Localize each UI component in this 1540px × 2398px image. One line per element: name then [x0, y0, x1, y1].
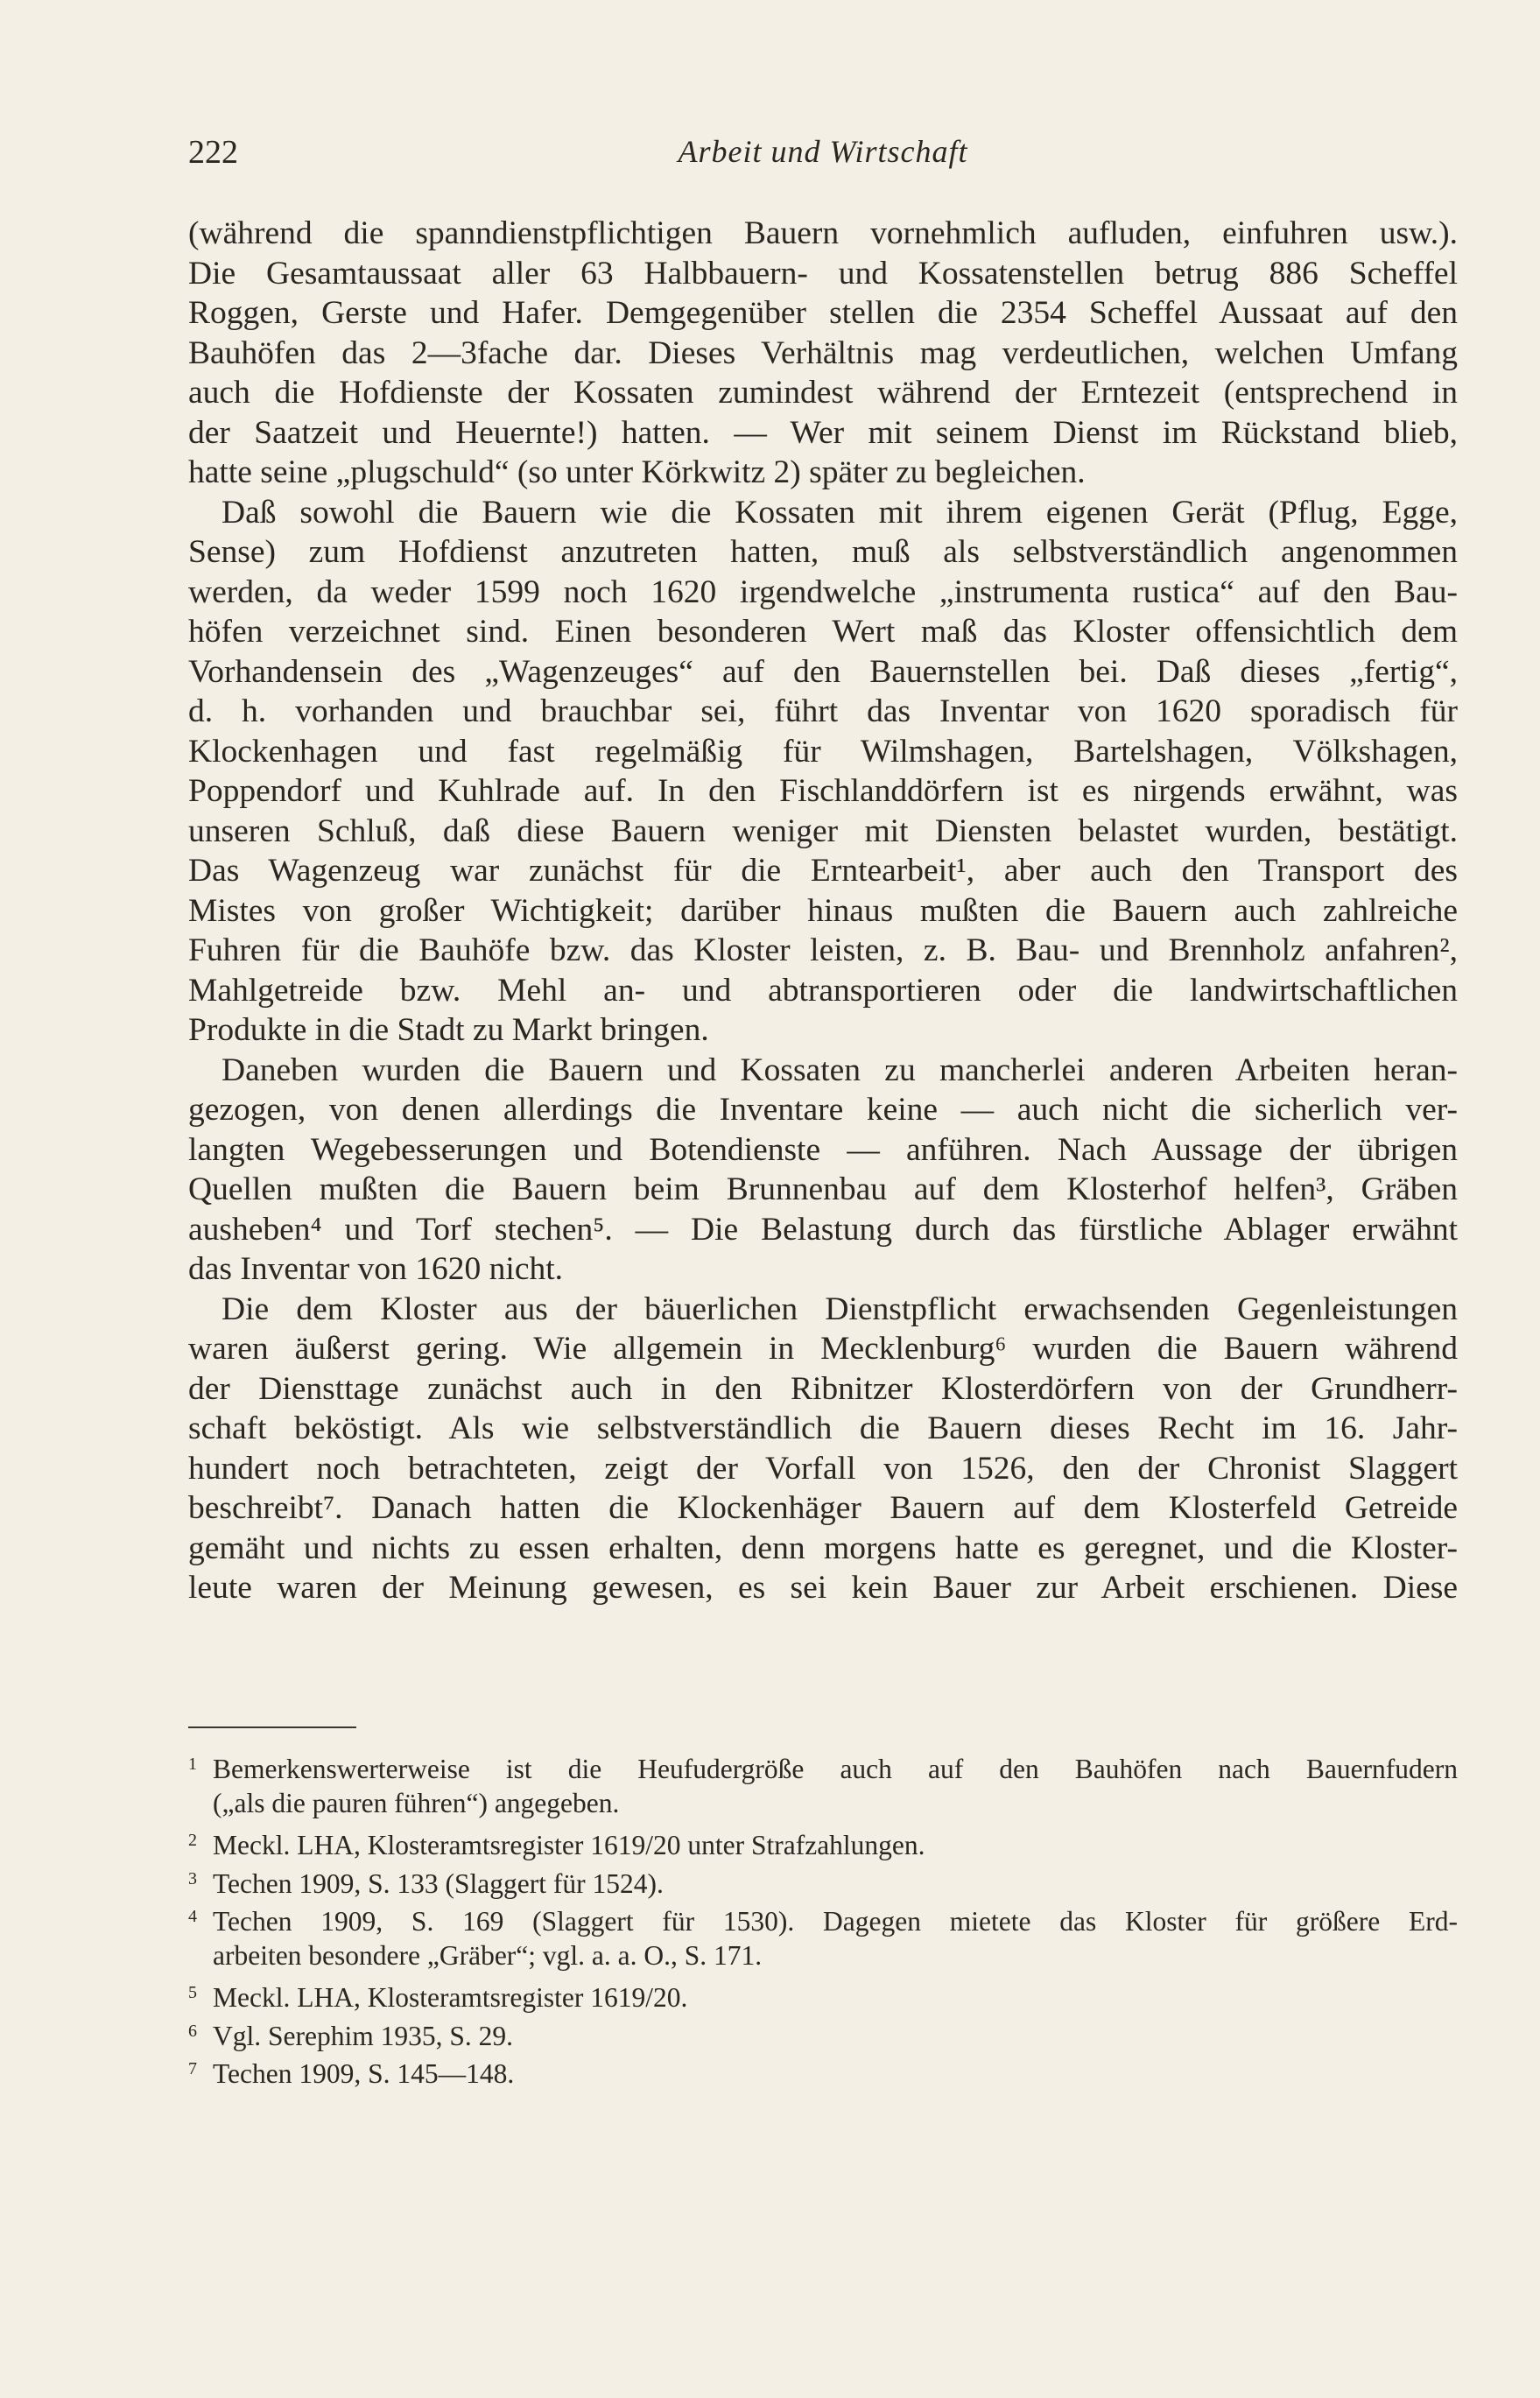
- footnote-marker: 6: [188, 2021, 197, 2041]
- running-head: [188, 133, 1458, 177]
- text-line: waren äußerst gering. Wie allgemein in Mecklenburg⁶ wurden die Bauern während: [188, 1331, 1458, 1367]
- text-line: schaft beköstigt. Als wie selbstverständlich die Bauern dieses Recht im 16. Jahr-: [188, 1410, 1458, 1446]
- footnote-marker: 3: [188, 1868, 197, 1888]
- footnote-4: [188, 1898, 1458, 1937]
- footnote-text: Bemerkenswerterweise ist die Heufudergröße auch auf den Bauhöfen nach Bauernfudern: [213, 1754, 1458, 1784]
- text-line: Quellen mußten die Bauern beim Brunnenbau auf dem Klosterhof helfen³, Gräben: [188, 1171, 1458, 1207]
- text-line: d. h. vorhanden und brauchbar sei, führt das Inventar von 1620 sporadisch für: [188, 693, 1458, 729]
- text-line: hundert noch betrachteten, zeigt der Vorfall von 1526, den der Chronist Slaggert: [188, 1450, 1458, 1487]
- footnote-marker: 4: [188, 1907, 197, 1926]
- footnote-marker: 7: [188, 2059, 197, 2078]
- text-line: Klockenhagen und fast regelmäßig für Wilmshagen, Bartelshagen, Völkshagen,: [188, 733, 1458, 770]
- footnote-6: [188, 2013, 1458, 2051]
- text-line: auch die Hofdienste der Kossaten zumindest während der Erntezeit (entsprechend in: [188, 375, 1458, 411]
- text-line: Roggen, Gerste und Hafer. Demgegenüber stellen die 2354 Scheffel Aussaat auf den: [188, 295, 1458, 331]
- footnote-1: [188, 1746, 1458, 1784]
- running-title: Arbeit und Wirtschaft: [678, 134, 968, 169]
- text-line: gemäht und nichts zu essen erhalten, denn morgens hatte es geregnet, und die Kloster-: [188, 1530, 1458, 1566]
- footnote-marker: 1: [188, 1755, 197, 1774]
- text-line: höfen verzeichnet sind. Einen besonderen Wert maß das Kloster offensichtlich dem: [188, 614, 1458, 650]
- text-line: das Inventar von 1620 nicht.: [188, 1251, 564, 1287]
- footnote-text: Techen 1909, S. 133 (Slaggert für 1524).: [213, 1867, 664, 1899]
- text-line: ausheben⁴ und Torf stechen⁵. — Die Belastung durch das fürstliche Ablager erwähnt: [188, 1211, 1458, 1248]
- text-line: Das Wagenzeug war zunächst für die Erntearbeit¹, aber auch den Transport des: [188, 853, 1458, 889]
- text-line: Die dem Kloster aus der bäuerlichen Dienstpflicht erwachsenden Gegenleistungen: [222, 1290, 1458, 1327]
- footnote-text: Vgl. Serephim 1935, S. 29.: [213, 2020, 513, 2051]
- footnote-marker: 5: [188, 1983, 197, 2002]
- footnote-marker: 2: [188, 1831, 197, 1850]
- text-line: leute waren der Meinung gewesen, es sei kein Bauer zur Arbeit erschienen. Diese: [188, 1570, 1458, 1606]
- footnote-7: [188, 2050, 1458, 2089]
- text-line: hatte seine „plugschuld“ (so unter Körkwitz 2) später zu begleichen.: [188, 454, 1086, 490]
- text-line: Mistes von großer Wichtigkeit; darüber hinaus mußten die Bauern auch zahlreiche: [188, 892, 1458, 929]
- text-line: (während die spanndienstpflichtigen Bauern vornehmlich aufluden, einfuhren usw.).: [188, 215, 1458, 251]
- text-line: Produkte in die Stadt zu Markt bringen.: [188, 1012, 709, 1048]
- footnote-text: Techen 1909, S. 145—148.: [213, 2058, 515, 2089]
- footnote-divider: [188, 1726, 356, 1728]
- text-line: unseren Schluß, daß diese Bauern weniger mit Diensten belastet wurden, bestätigt.: [188, 812, 1458, 849]
- text-line: der Diensttage zunächst auch in den Ribnitzer Klosterdörfern von der Grundherr-: [188, 1370, 1458, 1407]
- footnote-5: [188, 1974, 1458, 2013]
- text-line: Die Gesamtaussaat aller 63 Halbbauern- und Kossatenstellen betrug 886 Scheffel: [188, 255, 1458, 292]
- page-number: 222: [188, 134, 238, 171]
- footnote-text: Meckl. LHA, Klosteramtsregister 1619/20 unter Strafzahlungen.: [213, 1830, 925, 1860]
- footnote-text: Meckl. LHA, Klosteramtsregister 1619/20.: [213, 1982, 688, 2013]
- text-line: Poppendorf und Kuhlrade auf. In den Fischlanddörfern ist es nirgends erwähnt, was: [188, 773, 1458, 809]
- footnote-2: [188, 1822, 1458, 1860]
- text-line: werden, da weder 1599 noch 1620 irgendwelche „instrumenta rustica“ auf den Bau-: [188, 573, 1458, 610]
- text-line: Daneben wurden die Bauern und Kossaten zu mancherlei anderen Arbeiten heran-: [222, 1051, 1458, 1088]
- footnote-4-continuation: arbeiten besondere „Gräber“; vgl. a. a. O., S. 171.: [213, 1939, 763, 1971]
- text-line: Bauhöfen das 2—3fache dar. Dieses Verhältnis mag verdeutlichen, welchen Umfang: [188, 334, 1458, 371]
- text-line: Sense) zum Hofdienst anzutreten hatten, muß als selbstverständlich angenommen: [188, 534, 1458, 570]
- footnote-3: [188, 1860, 1458, 1899]
- text-line: beschreibt⁷. Danach hatten die Klockenhäger Bauern auf dem Klosterfeld Getreide: [188, 1490, 1458, 1526]
- text-line: Daß sowohl die Bauern wie die Kossaten mit ihrem eigenen Gerät (Pflug, Egge,: [222, 494, 1458, 531]
- footnote-text: Techen 1909, S. 169 (Slaggert für 1530). Dagegen mietete das Kloster für größere Erd-: [213, 1906, 1458, 1937]
- text-line: Fuhren für die Bauhöfe bzw. das Kloster leisten, z. B. Bau- und Brennholz anfahren²,: [188, 932, 1458, 968]
- body-text: [188, 214, 1458, 1608]
- footnotes: [188, 1746, 1458, 2089]
- footnote-1-continuation: („als die pauren führen“) angegeben.: [213, 1787, 620, 1818]
- text-line: Mahlgetreide bzw. Mehl an- und abtransportieren oder die landwirtschaftlichen: [188, 972, 1458, 1009]
- text-line: gezogen, von denen allerdings die Inventare keine — auch nicht die sicherlich ver-: [188, 1092, 1458, 1128]
- text-line: Vorhandensein des „Wagenzeuges“ auf den Bauernstellen bei. Daß dieses „fertig“,: [188, 653, 1458, 690]
- text-line: der Saatzeit und Heuernte!) hatten. — Wer mit seinem Dienst im Rückstand blieb,: [188, 414, 1458, 451]
- text-line: langten Wegebesserungen und Botendienste — anführen. Nach Aussage der übrigen: [188, 1131, 1458, 1168]
